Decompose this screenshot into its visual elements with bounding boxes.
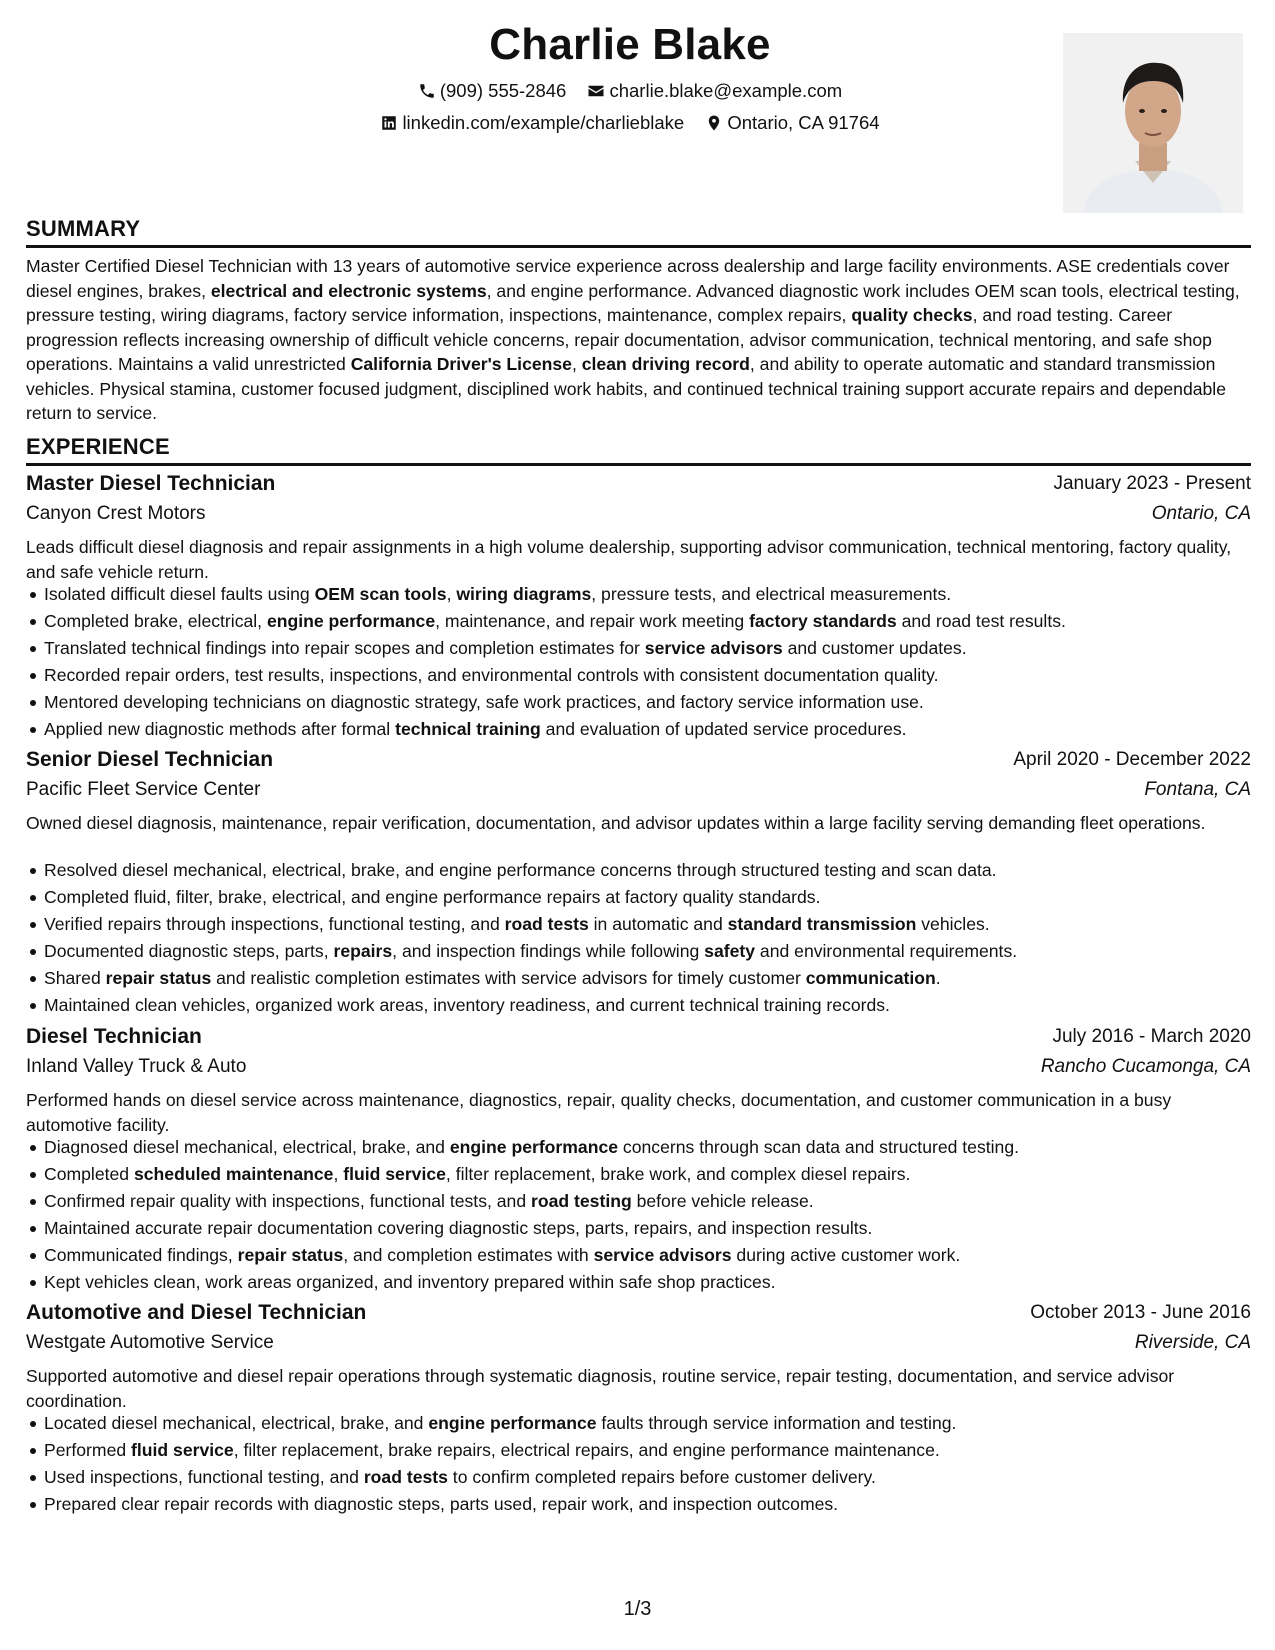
location-contact [705,112,879,134]
text-run: Isolated difficult diesel faults using [44,584,315,604]
bullet-item [26,1491,1251,1518]
job-company: Westgate Automotive Service [26,1332,274,1353]
bold-phrase: service advisors [593,1245,732,1265]
bold-phrase: standard transmission [727,914,917,934]
summary-divider [26,245,1251,248]
job-title: Master Diesel Technician [26,472,276,495]
text-run: Completed fluid, filter, brake, electrical, and engine performance repairs at factory quality standards. [44,887,821,907]
text-run: and environmental requirements. [755,941,1018,961]
candidate-name: Charlie Blake [489,20,771,69]
bold-phrase: road testing [531,1191,632,1211]
bold-phrase: clean driving record [581,354,750,374]
bullet-item [26,1134,1251,1161]
job-bullets [26,581,1251,743]
job-location: Riverside, CA [1134,1332,1251,1353]
text-run: , and completion estimates with [343,1245,594,1265]
bullet-item [26,1269,1251,1296]
job-bullets [26,857,1251,1019]
text-run: Maintained accurate repair documentation covering diagnostic steps, parts, repairs, and inspection results. [44,1218,873,1238]
text-run: Resolved diesel mechanical, electrical, brake, and engine performance concerns through structured testing and scan data. [44,860,997,880]
bullet-item [26,608,1251,635]
bold-phrase: repairs [333,941,393,961]
job-description: Leads difficult diesel diagnosis and repair assignments in a high volume dealership, supporting advisor communication, technical mentoring, factory quality, and safe vehicle return. [26,537,1232,582]
job-dates: July 2016 - March 2020 [1052,1026,1251,1047]
text-run: Diagnosed diesel mechanical, electrical, brake, and [44,1137,450,1157]
job-title: Diesel Technician [26,1025,202,1048]
text-run: faults through service information and testing. [596,1413,957,1433]
envelope-icon [587,82,605,100]
bold-phrase: engine performance [428,1413,597,1433]
bold-phrase: service advisors [644,638,783,658]
job-description: Supported automotive and diesel repair operations through systematic diagnosis, routine service, repair testing, documentation, and service advisor coordination. [26,1366,1175,1411]
text-run: vehicles. [916,914,990,934]
experience-divider [26,463,1251,466]
bold-phrase: fluid service [343,1164,446,1184]
text-run: Located diesel mechanical, electrical, brake, and [44,1413,429,1433]
email-text[interactable]: charlie.blake@example.com [609,80,843,101]
text-run: , and road testing. Career progression reflects increasing ownership of difficult vehicle concerns, repair documentation, advisor communication, technical mentoring, and safe shop operations. Maintains a valid unrestricted [26,305,1212,374]
text-run: , maintenance, and repair work meeting [435,611,750,631]
bullet-item [26,1188,1251,1215]
bullet-item [26,938,1251,965]
linkedin-text[interactable]: linkedin.com/example/charlieblake [402,112,685,133]
bold-phrase: communication [805,968,936,988]
bold-phrase: repair status [237,1245,344,1265]
text-run: , [333,1164,344,1184]
location-text: Ontario, CA 91764 [727,112,880,133]
text-run: , and engine performance. Advanced diagnostic work includes OEM scan tools, electrical testing, pressure testing, wiring diagrams, factory service information, inspections, maintenance, complex repairs, [26,280,1240,325]
bullet-item [26,992,1251,1019]
text-run: Prepared clear repair records with diagnostic steps, parts used, repair work, and inspection outcomes. [44,1494,839,1514]
job-dates: April 2020 - December 2022 [1013,749,1251,770]
job-bullets [26,1134,1251,1296]
bullet-item [26,1161,1251,1188]
text-run: Used inspections, functional testing, and [44,1467,364,1487]
bold-phrase: fluid service [131,1440,234,1460]
map-pin-icon [705,114,723,132]
text-run: Mentored developing technicians on diagnostic strategy, safe work practices, and factory service information use. [44,692,924,712]
phone-icon [418,82,436,100]
summary-text [26,254,1251,426]
text-run: Communicated findings, [44,1245,238,1265]
bullet-item [26,1410,1251,1437]
bold-phrase: quality checks [851,305,973,325]
bold-phrase: road tests [363,1467,448,1487]
bullet-item [26,716,1251,743]
summary-heading: SUMMARY [26,216,141,241]
text-run: Master Certified Diesel Technician with 13 years of automotive service experience across dealership and large facility environments. ASE credentials cover diesel engines, brakes, [26,256,1230,301]
page-number: 1/3 [623,1598,652,1620]
job-dates: January 2023 - Present [1053,473,1251,494]
job-dates: October 2013 - June 2016 [1030,1302,1251,1323]
bullet-item [26,1464,1251,1491]
text-run: Completed [44,1164,134,1184]
text-run: Performed [44,1440,132,1460]
text-run: Completed brake, electrical, [44,611,267,631]
linkedin-icon [380,114,398,132]
job-title: Senior Diesel Technician [26,748,274,771]
bullet-item [26,965,1251,992]
bold-phrase: electrical and electronic systems [210,280,487,301]
text-run: and realistic completion estimates with service advisors for timely customer [211,968,806,988]
phone-text: (909) 555-2846 [439,80,567,101]
text-run: and road test results. [896,611,1066,631]
text-run: , pressure tests, and electrical measurements. [591,584,952,604]
bold-phrase: safety [704,941,756,961]
bold-phrase: wiring diagrams [456,584,592,604]
bullet-item [26,884,1251,911]
bullet-item [26,689,1251,716]
email-contact[interactable] [587,80,842,102]
job-location: Rancho Cucamonga, CA [1040,1056,1251,1077]
linkedin-contact[interactable] [380,112,684,134]
job-location: Ontario, CA [1151,503,1251,524]
bullet-item [26,581,1251,608]
phone-contact [418,80,567,102]
profile-photo [1063,33,1243,213]
job-description: Performed hands on diesel service across maintenance, diagnostics, repair, quality checks, documentation, and customer communication in a busy automotive facility. [26,1090,1172,1135]
job-company: Inland Valley Truck & Auto [26,1056,247,1077]
bold-phrase: technical training [395,719,541,739]
text-run: Kept vehicles clean, work areas organized, and inventory prepared within safe shop practices. [44,1272,776,1292]
bullet-item [26,1242,1251,1269]
text-run: in automatic and [588,914,728,934]
text-run: and customer updates. [782,638,967,658]
bold-phrase: scheduled maintenance [133,1164,334,1184]
text-run: to confirm completed repairs before customer delivery. [447,1467,876,1487]
text-run: Translated technical findings into repair scopes and completion estimates for [44,638,645,658]
text-run: , filter replacement, brake repairs, electrical repairs, and engine performance maintenance. [233,1440,940,1460]
bold-phrase: OEM scan tools [314,584,447,604]
bold-phrase: repair status [105,968,212,988]
bold-phrase: factory standards [749,611,897,631]
text-run: Confirmed repair quality with inspections, functional tests, and [44,1191,532,1211]
bullet-item [26,1215,1251,1242]
text-run: , [446,584,457,604]
text-run: Verified repairs through inspections, functional testing, and [44,914,505,934]
job-description: Owned diesel diagnosis, maintenance, repair verification, documentation, and advisor updates within a large facility serving demanding fleet operations. [26,813,1206,833]
experience-heading: EXPERIENCE [26,434,170,459]
job-bullets [26,1410,1251,1518]
job-company: Canyon Crest Motors [26,503,206,524]
bold-phrase: engine performance [266,611,436,631]
job-location: Fontana, CA [1144,779,1251,800]
bullet-item [26,1437,1251,1464]
job-company: Pacific Fleet Service Center [26,779,261,800]
text-run: and evaluation of updated service procedures. [540,719,907,739]
text-run: during active customer work. [731,1245,961,1265]
text-run: Maintained clean vehicles, organized work areas, inventory readiness, and current technical training records. [44,995,890,1015]
bullet-item [26,662,1251,689]
text-run: Documented diagnostic steps, parts, [44,941,334,961]
job-title: Automotive and Diesel Technician [26,1301,367,1324]
bold-phrase: engine performance [449,1137,619,1157]
text-run: . [935,968,941,988]
text-run: , filter replacement, brake work, and complex diesel repairs. [445,1164,911,1184]
text-run: , [571,354,582,374]
bullet-item [26,635,1251,662]
bullet-item [26,857,1251,884]
bullet-item [26,911,1251,938]
text-run: Recorded repair orders, test results, inspections, and environmental controls with consistent documentation quality. [44,665,939,685]
text-run: before vehicle release. [631,1191,814,1211]
text-run: Shared [44,968,106,988]
bold-phrase: California Driver's License [350,354,572,374]
bold-phrase: road tests [504,914,589,934]
text-run: , and ability to operate automatic and standard transmission vehicles. Physical stamina, customer focused judgment, disciplined work habits, and continued technical training support accurate repairs and dependable return to service. [26,354,1226,423]
text-run: concerns through scan data and structured testing. [618,1137,1020,1157]
text-run: Applied new diagnostic methods after formal [44,719,396,739]
text-run: , and inspection findings while following [392,941,705,961]
